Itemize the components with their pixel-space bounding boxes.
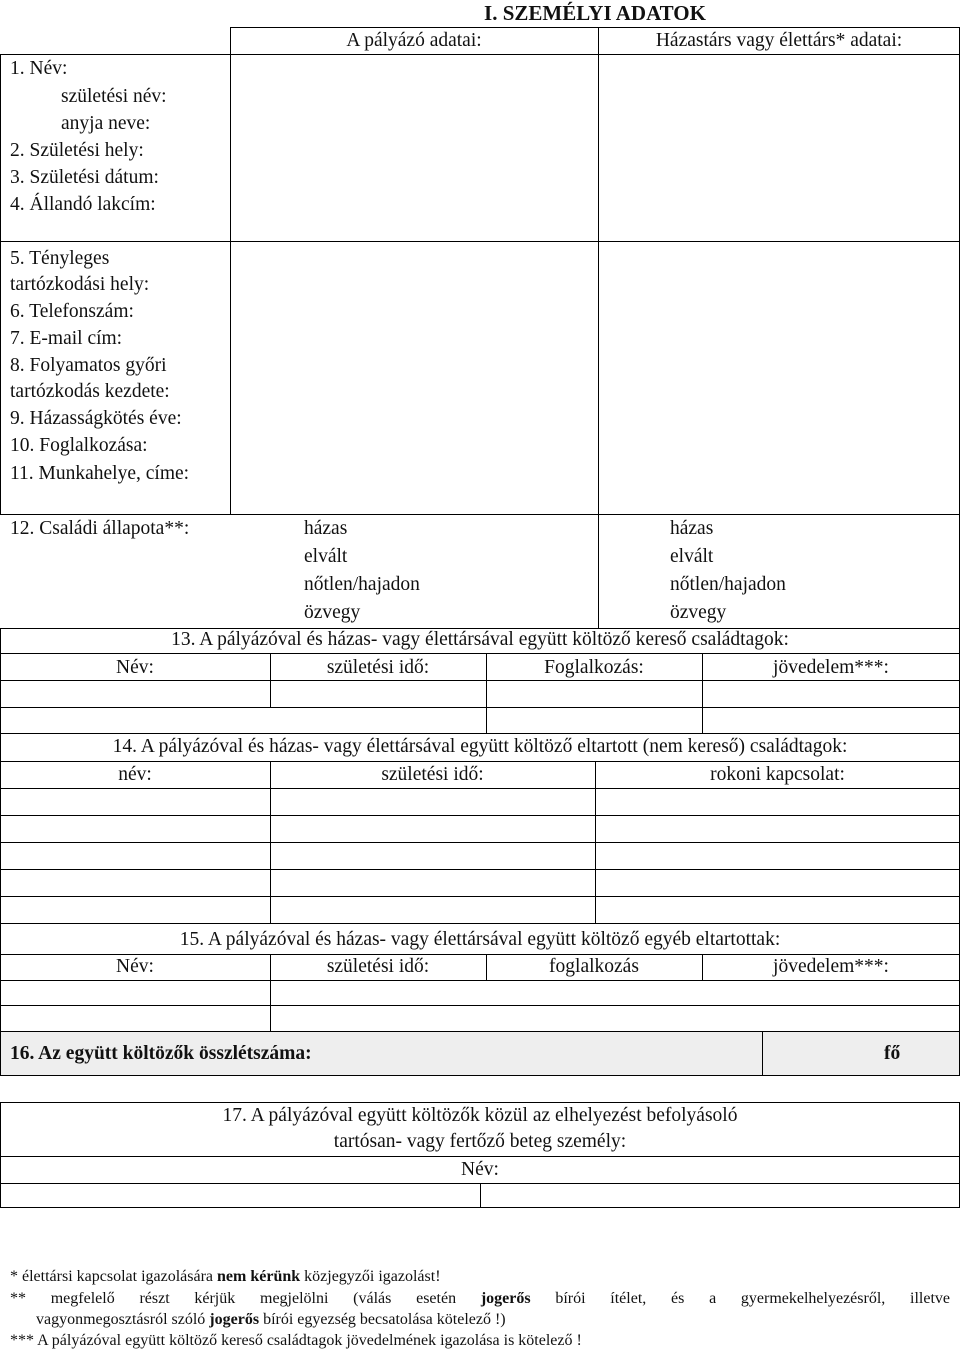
field-label-email: 7. E-mail cím: [10, 328, 123, 349]
applicant-marital-single[interactable]: nőtlen/hajadon [304, 574, 420, 595]
section14-row-line-1 [0, 788, 960, 789]
section14-header-name: név: [118, 764, 152, 785]
field-label-birthdate: 3. Születési dátum: [10, 167, 159, 188]
section14-header-line [0, 761, 960, 762]
section17-name-label: Név: [461, 1159, 499, 1180]
field-label-name: 1. Név: [10, 58, 68, 79]
section14-header-birthdate: születési idő: [381, 764, 484, 785]
field-label-mother-name: anyja neve: [61, 113, 151, 134]
footnote-1-part-c: közjegyzői igazolást! [300, 1268, 441, 1285]
field-label-actual-residence-2: tartózkodási hely: [10, 274, 150, 295]
applicant-column-header: A pályázó adatai: [346, 30, 482, 51]
header-bottom-line [0, 54, 960, 55]
marital-status-label: 12. Családi állapota**: [10, 518, 190, 539]
section14-row-line-3 [0, 842, 960, 843]
section13-row-line-3 [0, 733, 960, 734]
field-label-phone: 6. Telefonszám: [10, 301, 134, 322]
section17-col-divider [480, 1183, 481, 1208]
section14-col-divider-2 [595, 761, 596, 923]
applicant-marital-married[interactable]: házas [304, 518, 348, 539]
section14-row-line-4 [0, 869, 960, 870]
section17-name-row-top [0, 1156, 960, 1157]
section13-header-occupation: Foglalkozás: [544, 657, 644, 678]
section15-row-line-1 [0, 980, 960, 981]
field-label-birth-name: születési név: [61, 86, 167, 107]
field-label-gyor-residence-1: 8. Folyamatos győri [10, 355, 167, 376]
section16-label: 16. Az együtt költözők összlétszáma: [10, 1043, 312, 1064]
footnote-2-emphasis-2: jogerős [209, 1311, 260, 1328]
field-label-actual-residence-1: 5. Tényleges [10, 248, 110, 269]
section13-row-line-2 [0, 707, 960, 708]
section16-unit: fő [884, 1043, 901, 1064]
section13-col-divider-1 [270, 653, 271, 707]
section13-header-birthdate: születési idő: [326, 657, 430, 678]
section13-header-income: jövedelem***: [773, 657, 889, 678]
spouse-marital-married[interactable]: házas [670, 518, 714, 539]
grid-top-line [230, 27, 960, 28]
section15-left-border [0, 923, 1, 1031]
section13-title: 13. A pályázóval és házas- vagy élettársával együtt költöző kereső családtagok: [171, 629, 789, 650]
section15-header-occupation: foglalkozás [549, 956, 639, 977]
field-label-workplace: 11. Munkahelye, címe: [10, 463, 190, 484]
section14-header-relationship: rokoni kapcsolat: [710, 764, 845, 785]
footnote-2-part-f: bírói egyezség becsatolása kötelező !) [259, 1311, 506, 1328]
field-label-permanent-address: 4. Állandó lakcím: [10, 194, 156, 215]
section15-title: 15. A pályázóval és házas- vagy élettársával együtt költöző egyéb eltartottak: [179, 929, 781, 950]
section15-col-divider-1 [270, 954, 271, 1031]
section13-col-divider-3 [702, 653, 703, 733]
section15-row-line-2 [0, 1005, 960, 1006]
footnote-2-line2 [36, 1310, 950, 1329]
footnote-2-part-c: bírói ítélet, és a gyermekelhelyezésről, illetve [530, 1290, 951, 1307]
section13-left-border [0, 628, 1, 733]
row-divider-2 [0, 514, 960, 515]
field-label-marriage-year: 9. Házasságkötés éve: [10, 408, 182, 429]
section15-header-birthdate: születési idő: [326, 956, 430, 977]
section15-col-divider-3 [702, 954, 703, 980]
section14-col-divider-1 [270, 761, 271, 923]
section16-divider [762, 1031, 763, 1076]
spouse-column-header: Házastárs vagy élettárs* adatai: [655, 30, 903, 51]
section17-title-line2: tartósan- vagy fertőző beteg személy: [333, 1131, 627, 1152]
section14-row-line-2 [0, 815, 960, 816]
footnote-1 [10, 1267, 950, 1286]
footnote-2-line1 [10, 1289, 950, 1308]
section14-title: 14. A pályázóval és házas- vagy élettársával együtt költöző eltartott (nem kereső) családtagok: [112, 736, 848, 757]
spouse-marital-widowed[interactable]: özvegy [670, 602, 727, 623]
section15-col-divider-2 [486, 954, 487, 980]
spouse-marital-divorced[interactable]: elvált [670, 546, 714, 567]
section14-left-border [0, 733, 1, 923]
section13-col-divider-2 [486, 653, 487, 733]
applicant-marital-widowed[interactable]: özvegy [304, 602, 361, 623]
footnote-2-part-d: vagyonmegosztásról szóló [36, 1311, 210, 1328]
section-title: I. SZEMÉLYI ADATOK [484, 1, 706, 25]
row-divider-1 [0, 241, 960, 242]
section13-row-line-1 [0, 680, 960, 681]
section14-row-line-5 [0, 896, 960, 897]
section15-header-name: Név: [116, 956, 154, 977]
section13-header-line [0, 653, 960, 654]
section17-title-line1: 17. A pályázóval együtt költözők közül az elhelyezést befolyásoló [222, 1105, 738, 1126]
grid-left-border [0, 54, 1, 514]
footnote-3: *** A pályázóval együtt költöző kereső családtagok jövedelmének igazolása is kötelező ! [10, 1332, 582, 1349]
applicant-spouse-divider [598, 27, 599, 628]
applicant-marital-divorced[interactable]: elvált [304, 546, 348, 567]
spouse-marital-single[interactable]: nőtlen/hajadon [670, 574, 786, 595]
section15-header-income: jövedelem***: [773, 956, 889, 977]
field-label-occupation: 10. Foglalkozása: [10, 435, 148, 456]
label-column-divider [230, 27, 231, 514]
footnote-1-part-a: * élettársi kapcsolat igazolására [10, 1268, 218, 1285]
footnote-1-emphasis: nem kérünk [217, 1268, 301, 1285]
field-label-gyor-residence-2: tartózkodás kezdete: [10, 381, 170, 402]
footnote-2-part-a: ** megfelelő részt kérjük megjelölni (válás esetén [10, 1290, 481, 1307]
section16-total-input[interactable] [764, 1033, 874, 1074]
section13-header-name: Név: [116, 657, 154, 678]
section14-row-line-6 [0, 923, 960, 924]
field-label-birthplace: 2. Születési hely: [10, 140, 144, 161]
footnote-2-emphasis-1: jogerős [480, 1290, 531, 1307]
